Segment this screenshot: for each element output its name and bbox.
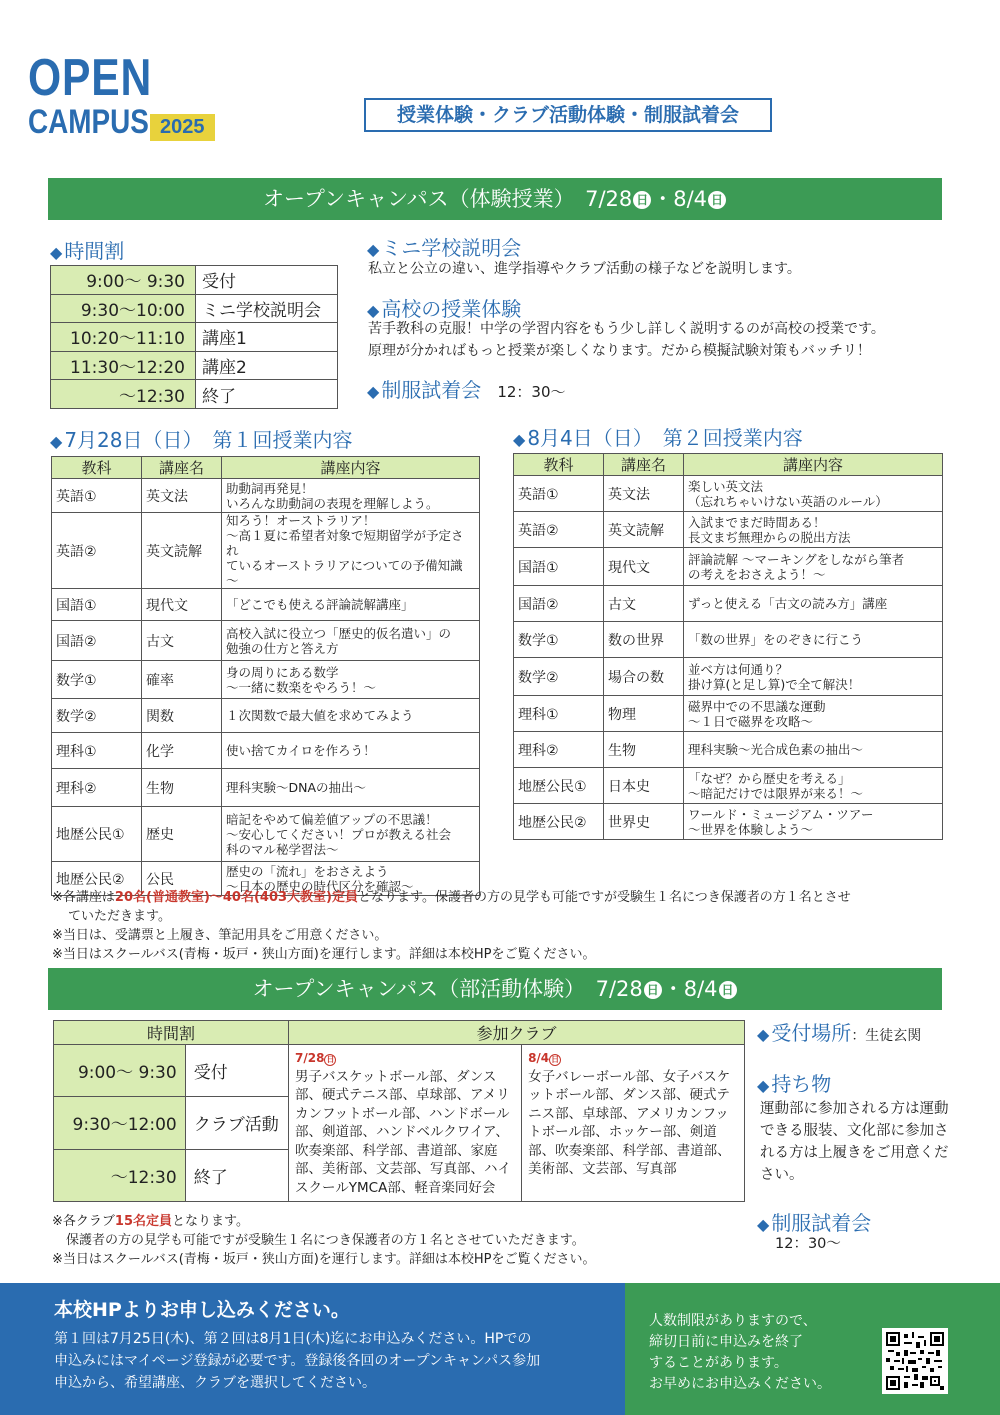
content-cell: [222, 589, 480, 621]
uniform2-title: ◆ 制服試着会: [757, 1211, 872, 1235]
table-row: [52, 621, 480, 661]
logo-year: 2025: [150, 114, 215, 141]
subject-cell: 地歴公民②: [514, 804, 604, 840]
subject-cell: 数学②: [52, 699, 142, 733]
content-cell: [684, 622, 943, 658]
content-line: 歴史の「流れ」をおさえよう: [226, 863, 389, 879]
content-cell: [684, 696, 943, 732]
belongings-text: 運動部に参加される方は運動できる服装、文化部に参加される方は上履きをご用意ください。: [760, 1101, 949, 1183]
course-cell: 日本史: [604, 768, 684, 804]
content-line: 知ろう！オーストラリア！: [226, 513, 376, 528]
content-line: ～高１夏に希望者対象で短期留学が予定され: [226, 528, 464, 558]
subject-cell: 国語②: [514, 586, 604, 622]
subject-cell: 数学②: [514, 658, 604, 696]
subject-cell: 英語①: [52, 479, 142, 513]
course-cell: 英文読解: [604, 512, 684, 548]
subject-cell: 国語①: [52, 589, 142, 621]
content-line: いろんな助動詞の表現を理解しよう。: [226, 495, 439, 511]
course-cell: 数の世界: [604, 622, 684, 658]
notes-club: ※各クラブ15名定員となります。 保護者の方の見学も可能ですが受験生１名につき保護者の方１名とさせていただきます。 ※当日はスクールバス(青梅・坂戸・狭山方面)を運行します。詳細は本校HPをご覧ください。: [52, 1214, 596, 1267]
content-cell: [684, 768, 943, 804]
course-cell: 現代文: [142, 589, 222, 621]
logo-open: OPEN: [28, 49, 153, 107]
club-table: 時間割 参加クラブ 9:00～ 9:30 受付 7/28 日 男子バスケットボール部、ダンス部、硬式テニス部、卓球部、アメリカンフットボール部、ハンドボール部、剣道部、ハンドベルクワイア、吹奏楽部、科学部、書道部、家庭部、美術部、文芸部、写真部、ハイスクールYMCA部、軽音楽同好会 8/4 日 女子バレーボール部、女子バスケットボール部、ダンス部、硬式テニス部、卓球部、アメリカンフットボール部、ホッケー部、剣道部、吹奏楽部、科学部、書道部、美術部、文芸部、写真部 9:30～12:00 クラブ活動 ～12:30 終了: [53, 1020, 745, 1202]
uniform-title: ◆ 制服試着会 12：30～: [367, 378, 566, 402]
content-line: 入試までまだ時間ある！: [688, 514, 826, 530]
table-row: [52, 479, 480, 513]
sunday-mark: 日: [644, 981, 662, 999]
belongings-title: ◆ 持ち物: [757, 1072, 832, 1096]
content-line: 掛け算(と足し算)で全て解決！: [688, 676, 861, 692]
content-cell: [684, 512, 943, 548]
header-box: 授業体験・クラブ活動体験・制服試着会: [364, 98, 772, 132]
lesson-title: ◆ 高校の授業体験: [367, 297, 522, 321]
reception-title: ◆ 受付場所：生徒玄関: [757, 1021, 922, 1045]
subject-cell: 理科②: [52, 769, 142, 807]
table-row: [514, 658, 943, 696]
course-cell: 公民: [142, 862, 222, 896]
qr-code-icon[interactable]: [882, 1328, 948, 1394]
content-line: 楽しい英文法: [688, 478, 764, 494]
content-line: ～一緒に数楽をやろう！～: [226, 679, 377, 695]
content-cell: [222, 769, 480, 807]
mini-text: 私立と公立の違い、進学指導やクラブ活動の様子などを説明します。: [368, 261, 801, 277]
subject-cell: 理科①: [52, 733, 142, 769]
content-cell: [222, 733, 480, 769]
subject-cell: 地歴公民②: [52, 862, 142, 896]
content-line: （忘れちゃいけない英語のルール）: [688, 493, 888, 509]
course-cell: 確率: [142, 661, 222, 699]
content-line: ワールド・ミュージアム・ツアー: [688, 806, 874, 822]
footer-text: 第１回は7月25日(木)、第２回は8月1日(木)迄にお申込みください。HPでの 申込みにはマイページ登録が必要です。登録後各回のオープンキャンパス参加 申込から、希望講座、クラブを選択してください。: [54, 1331, 541, 1391]
table-row: [514, 586, 943, 622]
content-line: 助動詞再発見！: [226, 480, 314, 496]
band-lesson: オープンキャンパス（体験授業） 7/28 日 ・8/4 日: [48, 178, 942, 220]
course-cell: 関数: [142, 699, 222, 733]
content-cell: [684, 804, 943, 840]
table-row: [514, 768, 943, 804]
day1-table: 教科 講座名 講座内容 英語① 英文法 助動詞再発見！ いろんな助動詞の表現を理解しよう。 英語② 英文読解 知ろう！オーストラリア！ ～高１夏に希望者対象で短期留学が予定され ているオーストラリアについての予備知識～ 国語① 現代文 「どこでも使える評論読解講座」 国語② 古文 高校入試に役立つ「歴史的仮名遣い」の 勉強の仕方と答え方 数学① 確率 身の周りにある数学 ～一緒に数楽をやろう！～ 数学② 関数 １次関数で最大値を求めてみよう 理科① 化学 使い捨てカイロを作ろう！ 理科② 生物 理科実験～DNAの抽出～ 地歴公民① 歴史 暗記をやめて偏差値アップの不思議！ ～安心してください！プロが教える社会 科のマル秘学習法～ 地歴公民② 公民 歴史の「流れ」をおさえよう ～日本の歴史の時代区分を確認～: [51, 456, 480, 896]
content-line: 長文まぢ無理からの脱出方法: [688, 529, 851, 545]
course-cell: 世界史: [604, 804, 684, 840]
content-line: ～暗記だけでは限界が来る！～: [688, 785, 864, 801]
content-line: 身の周りにある数学: [226, 664, 339, 680]
sunday-mark: 日: [719, 981, 737, 999]
subject-cell: 英語②: [52, 513, 142, 589]
course-cell: 古文: [604, 586, 684, 622]
table-row: [514, 512, 943, 548]
content-line: ～安心してください！プロが教える社会: [226, 826, 452, 842]
course-cell: 生物: [604, 732, 684, 768]
footer-notice: 人数制限がありますので、 締切日前に申込みを終了 することがあります。 お早めにお申込みください。: [625, 1283, 1000, 1415]
table-row: [52, 589, 480, 621]
day1-title: ◆ 7月28日（日） 第１回授業内容: [50, 428, 353, 452]
content-line: 理科実験～DNAの抽出～: [226, 780, 367, 795]
content-line: 使い捨てカイロを作ろう！: [226, 743, 376, 758]
table-row: [52, 807, 480, 862]
sunday-mark: 日: [633, 191, 651, 209]
content-line: ～世界を体験しよう～: [688, 821, 814, 837]
course-cell: 英文法: [604, 476, 684, 512]
course-cell: 歴史: [142, 807, 222, 862]
content-line: 評論読解 ～マーキングをしながら筆者: [688, 551, 905, 567]
content-cell: [684, 586, 943, 622]
course-cell: 現代文: [604, 548, 684, 586]
table-row: [514, 548, 943, 586]
content-cell: [222, 699, 480, 733]
content-line: 「どこでも使える評論読解講座」: [226, 597, 414, 612]
content-line: 「なぜ？から歴史を考える」: [688, 770, 851, 786]
subject-cell: 地歴公民①: [514, 768, 604, 804]
subject-cell: 英語①: [514, 476, 604, 512]
club-list-2: 女子バレーボール部、女子バスケットボール部、ダンス部、硬式テニス部、卓球部、アメリカンフットボール部、ホッケー部、剣道部、吹奏楽部、科学部、書道部、美術部、文芸部、写真部: [528, 1068, 731, 1177]
content-cell: [684, 548, 943, 586]
content-line: 並べ方は何通り？: [688, 661, 789, 677]
footer: [0, 1283, 1000, 1415]
course-cell: 生物: [142, 769, 222, 807]
subject-cell: 数学①: [52, 661, 142, 699]
subject-cell: 地歴公民①: [52, 807, 142, 862]
course-cell: 化学: [142, 733, 222, 769]
content-line: 高校入試に役立つ「歴史的仮名遣い」の: [226, 625, 452, 641]
subject-cell: 国語②: [52, 621, 142, 661]
table-row: [52, 661, 480, 699]
table-row: [514, 804, 943, 840]
lesson-text-1: 苦手教科の克服！中学の学習内容をもう少し詳しく説明するのが高校の授業です。: [368, 321, 885, 337]
table-row: [52, 733, 480, 769]
table-row: [514, 476, 943, 512]
course-cell: 場合の数: [604, 658, 684, 696]
logo: [28, 49, 205, 141]
content-cell: [222, 513, 480, 589]
content-cell: [684, 732, 943, 768]
content-line: 暗記をやめて偏差値アップの不思議！: [226, 811, 438, 827]
sunday-mark: 日: [708, 191, 726, 209]
content-cell: [222, 807, 480, 862]
footer-title: 本校HPよりお申し込みください。: [54, 1299, 350, 1321]
subject-cell: 数学①: [514, 622, 604, 658]
content-cell: [684, 658, 943, 696]
content-cell: [222, 661, 480, 699]
content-cell: [222, 479, 480, 513]
table-row: [514, 696, 943, 732]
uniform2-time: 12：30～: [775, 1236, 841, 1252]
subject-cell: 英語②: [514, 512, 604, 548]
content-line: 磁界中での不思議な運動: [688, 698, 826, 714]
content-line: ～１日で磁界を攻略～: [688, 713, 814, 729]
schedule-title: ◆ 時間割: [50, 239, 125, 263]
course-cell: 英文読解: [142, 513, 222, 589]
table-row: [52, 699, 480, 733]
course-cell: 物理: [604, 696, 684, 732]
content-line: 「数の世界」をのぞきに行こう: [688, 632, 864, 647]
course-cell: 古文: [142, 621, 222, 661]
content-line: ずっと使える「古文の読み方」講座: [688, 596, 888, 611]
content-line: ～日本の歴史の時代区分を確認～: [226, 878, 414, 894]
band-club: オープンキャンパス（部活動体験） 7/28 日 ・8/4 日: [48, 968, 942, 1010]
notes-lesson: ※各講座は20名(普通教室)～40名(403大教室)定員となります。保護者の方の見学も可能ですが受験生１名につき保護者の方１名とさせ ていただきます。 ※当日は、受講票と上履き、筆記用具をご用意ください。 ※当日はスクールバス(青梅・坂戸・狭山方面)を運行します。詳細は本校HPをご覧ください。: [52, 890, 851, 962]
table-row: [514, 622, 943, 658]
table-row: [52, 769, 480, 807]
content-line: 理科実験～光合成色素の抽出～: [688, 742, 864, 757]
day2-title: ◆ 8月4日（日） 第２回授業内容: [513, 426, 803, 450]
mini-title: ◆ ミニ学校説明会: [367, 236, 522, 260]
subject-cell: 理科①: [514, 696, 604, 732]
subject-cell: 理科②: [514, 732, 604, 768]
content-line: の考えをおさえよう！～: [688, 566, 826, 582]
content-cell: [222, 621, 480, 661]
day2-table: 教科 講座名 講座内容 英語① 英文法 楽しい英文法 （忘れちゃいけない英語のルール） 英語② 英文読解 入試までまだ時間ある！ 長文まぢ無理からの脱出方法 国語① 現代文 評論読解 ～マーキングをしながら筆者 の考えをおさえよう！～ 国語② 古文 ずっと使える「古文の読み方」講座 数学① 数の世界 「数の世界」をのぞきに行こう 数学② 場合の数 並べ方は何通り？ 掛け算(と足し算)で全て解決！ 理科① 物理 磁界中での不思議な運動 ～１日で磁界を攻略～ 理科② 生物 理科実験～光合成色素の抽出～ 地歴公民① 日本史 「なぜ？から歴史を考える」 ～暗記だけでは限界が来る！～ 地歴公民② 世界史 ワールド・ミュージアム・ツアー ～世界を体験しよう～: [513, 453, 943, 840]
table-row: [52, 513, 480, 589]
table-row: [514, 732, 943, 768]
content-line: １次関数で最大値を求めてみよう: [226, 708, 414, 723]
content-cell: [684, 476, 943, 512]
content-line: 科のマル秘学習法～: [226, 841, 339, 857]
course-cell: 英文法: [142, 479, 222, 513]
logo-campus: CAMPUS: [28, 103, 149, 141]
lesson-text-2: 原理が分かればもっと授業が楽しくなります。だから模擬試験対策もバッチリ！: [368, 343, 871, 359]
club-list-1: 男子バスケットボール部、ダンス部、硬式テニス部、卓球部、アメリカンフットボール部、ハンドボール部、剣道部、ハンドベルクワイア、吹奏楽部、科学部、書道部、家庭部、美術部、文芸部、写真部、ハイスクールYMCA部、軽音楽同好会: [295, 1068, 512, 1196]
content-line: 勉強の仕方と答え方: [226, 640, 339, 656]
subject-cell: 国語①: [514, 548, 604, 586]
content-line: ているオーストラリアについての予備知識～: [226, 558, 463, 588]
schedule-table: 9:00～ 9:30 受付 9:30～10:00 ミニ学校説明会 10:20～11:10 講座1 11:30～12:20 講座2 ～12:30 終了: [50, 265, 338, 409]
